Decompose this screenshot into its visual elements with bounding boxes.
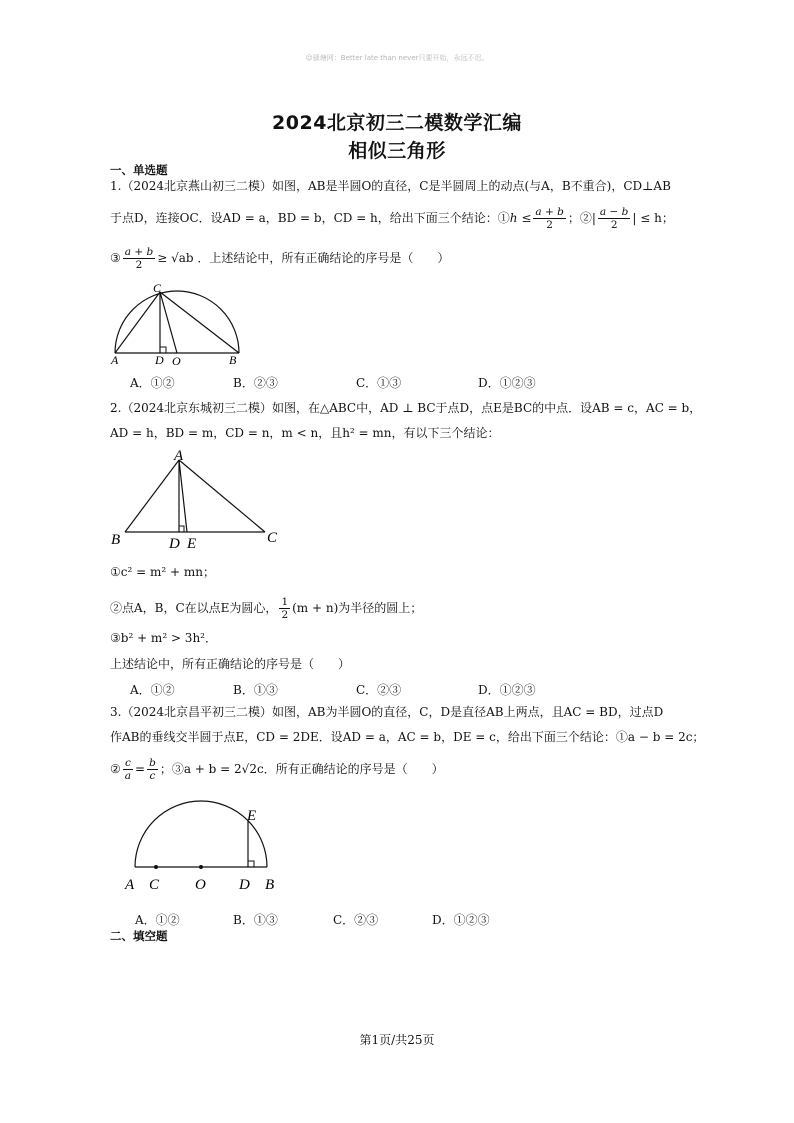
q2-conclusion-2a: ②点A，B，C在以点E为圆心， xyxy=(110,601,278,615)
q2-label-a: A xyxy=(174,448,184,464)
q1-frac3-den: 2 xyxy=(135,259,143,271)
q1-frac3-num: a + b xyxy=(124,246,154,258)
q2-label-b: B xyxy=(111,532,121,548)
q3-right-angle xyxy=(248,861,254,867)
q1-frac1-den: 2 xyxy=(546,219,553,231)
q3-figure xyxy=(115,800,290,896)
q1-option-c[interactable]: C．①③ xyxy=(356,376,402,390)
page-title: 2024北京初三二模数学汇编 xyxy=(272,112,522,134)
q2-prompt: 上述结论中，所有正确结论的序号是（ ） xyxy=(110,657,351,671)
q3-text-line2: 作AB的垂线交半圆于点E，CD = 2DE．设AD = a，AC = b，DE = c，给出下面三个结论：①a − b = 2c； xyxy=(110,730,705,744)
q2-frac-den: 2 xyxy=(281,609,289,621)
q1-text-line3a: ③ xyxy=(110,251,121,265)
q3-text-line3a: ② xyxy=(110,762,121,776)
q1-frac2 xyxy=(598,206,630,231)
q2-segment-ab xyxy=(125,460,179,532)
q1-option-a[interactable]: A．①② xyxy=(130,376,175,390)
q1-label-c: C xyxy=(153,281,162,295)
q3-text-line1: 3.（2024北京昌平初三二模）如图，AB为半圆O的直径，C，D是直径AB上两点，且AC = BD，过点D xyxy=(110,705,664,719)
q1-frac2-den: 2 xyxy=(610,219,618,231)
q1-option-d[interactable]: D．①②③ xyxy=(478,376,536,390)
q3-frac1 xyxy=(123,757,133,782)
q3-label-a: A xyxy=(125,877,135,893)
q2-right-angle xyxy=(179,526,184,532)
q1-ineq1: h ≤ xyxy=(509,211,532,225)
q2-conclusion-3: ③b² + m² > 3h²． xyxy=(110,631,217,645)
page-number: 第1页/共25页 xyxy=(359,1033,435,1047)
q2-option-d[interactable]: D．①②③ xyxy=(478,683,536,697)
q1-text-line1: 1.（2024北京燕山初三二模）如图，AB是半圆O的直径，C是半圆周上的动点(与A，B不重合)，CD⊥AB xyxy=(110,179,671,193)
q2-frac xyxy=(279,596,290,621)
q1-figure xyxy=(105,280,255,365)
q3-point-o xyxy=(199,865,203,869)
q3-point-c xyxy=(154,865,158,869)
q1-segment-ac xyxy=(115,292,160,353)
watermark: ☺骚塘网：Better late than never只要开始，永远不迟。 xyxy=(305,54,489,62)
section-heading-single-choice: 一、单选题 xyxy=(110,163,168,177)
q2-text-line2: AD = h，BD = m，CD = n，m < n，且h² = mn，有以下三个结论： xyxy=(110,426,500,440)
section-heading-fill-blank: 二、填空题 xyxy=(110,929,168,943)
q3-frac2-num: b xyxy=(149,757,156,769)
q3-option-c[interactable]: C．②③ xyxy=(333,913,379,927)
q3-text-line3 xyxy=(110,757,444,782)
q1-frac1-num: a + b xyxy=(535,206,564,218)
q3-option-a[interactable]: A．①② xyxy=(135,913,180,927)
q3-option-b[interactable]: B．①③ xyxy=(233,913,278,927)
q3-text-line3b: ；③a + b = 2√2c．所有正确结论的序号是（ ） xyxy=(159,762,444,776)
q3-label-e: E xyxy=(247,808,257,824)
q1-label-a: A xyxy=(111,353,119,365)
q3-label-c: C xyxy=(149,877,160,893)
q1-text-line2c: ；②| xyxy=(567,211,596,225)
q1-text-line2d: | ≤ h； xyxy=(632,211,674,225)
q1-text-line2a: 于点D，连接OC．设AD = a，BD = b，CD = h，给出下面三个结论：① xyxy=(110,211,510,225)
q2-text-line1: 2.（2024北京东城初三二模）如图，在△ABC中，AD ⊥ BC于点D，点E是BC的中点．设AB = c，AC = b， xyxy=(110,401,702,415)
page-subtitle: 相似三角形 xyxy=(348,140,446,162)
q2-label-d: D xyxy=(169,536,180,552)
q1-text-line2 xyxy=(110,206,674,231)
q2-segment-ae xyxy=(179,460,187,532)
q2-frac-num: 1 xyxy=(281,596,289,608)
q1-segment-co xyxy=(160,292,177,353)
q1-text-line3b: ≥ √ab ．上述结论中，所有正确结论的序号是（ ） xyxy=(157,251,450,265)
q2-option-a[interactable]: A．①② xyxy=(130,683,175,697)
q3-label-b: B xyxy=(265,877,275,893)
q2-option-c[interactable]: C．②③ xyxy=(356,683,402,697)
q2-option-b[interactable]: B．①③ xyxy=(233,683,278,697)
q1-frac2-num: a − b xyxy=(599,206,629,218)
q2-conclusion-2b: (m + n)为半径的圆上； xyxy=(292,601,423,615)
q2-conclusion-1: ①c² = m² + mn； xyxy=(110,565,215,579)
q1-frac1 xyxy=(533,206,565,231)
q1-semicircle xyxy=(115,291,239,353)
q3-frac1-den: a xyxy=(124,770,132,782)
q1-frac3 xyxy=(123,246,155,271)
q1-segment-cb xyxy=(160,292,239,353)
q1-label-o: O xyxy=(172,354,181,365)
q2-segment-ac xyxy=(179,460,265,532)
q1-label-b: B xyxy=(229,353,237,365)
q3-frac2-den: c xyxy=(149,770,156,782)
q2-figure xyxy=(105,446,290,554)
q3-frac1-num: c xyxy=(123,757,133,770)
q3-frac2 xyxy=(147,757,158,782)
q2-label-c: C xyxy=(267,530,278,546)
q2-label-e: E xyxy=(187,536,197,552)
q3-label-d: D xyxy=(239,877,250,893)
q2-conclusion-2 xyxy=(110,596,422,621)
q3-equals: = xyxy=(135,762,146,776)
q3-label-o: O xyxy=(195,877,206,893)
q1-label-d: D xyxy=(155,353,164,365)
q1-text-line3 xyxy=(110,246,449,271)
q1-option-b[interactable]: B．②③ xyxy=(233,376,278,390)
q3-option-d[interactable]: D．①②③ xyxy=(432,913,490,927)
